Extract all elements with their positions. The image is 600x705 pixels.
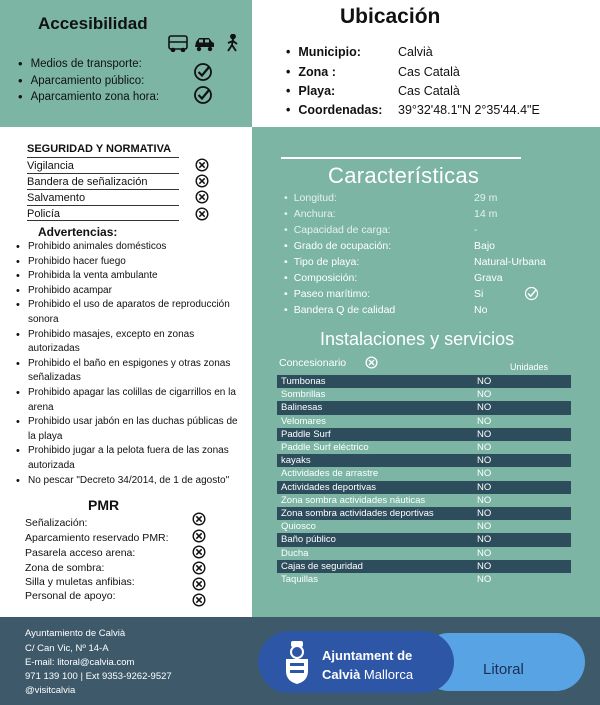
servicio-name: Zona sombra actividades deportivas [281,508,434,519]
servicio-row [277,507,571,520]
advertencia-item: • Prohibido animales domésticos [16,240,244,255]
caracteristica-label: • Capacidad de carga: [284,224,474,236]
pmr-item: Zona de sombra: [25,562,105,574]
logo-subtext [322,667,413,682]
caracteristica-label: • Bandera Q de calidad [284,304,474,316]
servicio-name: Sombrillas [281,389,326,401]
accesibilidad-title: Accesibilidad [38,14,148,33]
caracteristica-label: • Longitud: [284,192,474,204]
caracteristica-label: • Tipo de playa: [284,256,474,268]
footer-line: 971 139 100 | Ext 9353-9262-9527 [25,671,172,682]
ubicacion-label: • Coordenadas: [286,103,398,117]
caracteristica-row [284,288,483,300]
ubicacion-row [286,103,540,117]
servicio-name: Quiosco [281,521,316,533]
seguridad-item: Salvamento [27,189,179,205]
accesibilidad-list [18,56,159,106]
advertencia-item: • Prohibido el uso de aparatos de reproducción sonora [16,298,244,327]
check-circle-icon [193,85,213,105]
seguridad-panel [0,127,252,487]
caracteristica-label: • Grado de ocupación: [284,240,474,252]
footer [0,617,600,705]
servicio-row [277,415,571,428]
advertencia-item: • Prohibido el baño en espigones y otras zonas señalizadas [16,357,244,386]
advertencias-list [16,240,244,488]
seguridad-item: Vigilancia [27,157,179,173]
concesionario-label: Concesionario [279,357,347,369]
footer-line: C/ Can Vic, Nº 14-A [25,643,109,654]
pmr-item: Señalización: [25,517,88,529]
caracteristica-row [284,272,503,284]
servicio-name: Ducha [281,547,309,559]
advertencia-item: • Prohibido hacer fuego [16,255,244,270]
x-circle-icon [192,545,206,559]
ubicacion-value: Cas Català [398,65,460,79]
advertencia-item: • Prohibido masajes, excepto en zonas autorizadas [16,328,244,357]
servicio-value: NO [477,547,492,559]
caracteristica-row [284,224,478,236]
x-circle-icon [192,577,206,591]
pmr-panel [0,487,252,617]
caracteristica-row [284,192,497,204]
servicio-name: Velomares [281,415,326,427]
servicio-name: Cajas de seguridad [281,560,363,572]
ubicacion-label: • Zona : [286,65,398,79]
ubicacion-panel [252,0,600,127]
calvia-shield-icon [282,639,312,685]
walking-person-icon [228,35,237,52]
ubicacion-row [286,65,460,79]
servicio-name: Baño público [281,534,336,546]
caracteristica-row [284,208,497,220]
servicio-value: NO [477,442,492,453]
servicio-value: NO [477,415,492,427]
footer-line: Ayuntamiento de Calvià [25,628,126,639]
accesibilidad-panel [0,0,252,127]
servicio-value: NO [477,402,492,414]
transport-icons [167,34,247,52]
x-circle-icon [195,190,209,204]
servicio-value: NO [477,534,492,546]
servicio-row [277,560,571,573]
pmr-item: Personal de apoyo: [25,590,116,602]
servicio-row [277,388,571,401]
caracteristica-value: Grava [474,272,503,284]
logo-calvia: Calvià [322,667,361,682]
caracteristica-row [284,304,487,316]
pmr-item: Pasarela acceso arena: [25,547,136,559]
divider [281,157,521,159]
accesibilidad-item: • Aparcamiento zona hora: [18,89,159,106]
servicio-value: NO [477,468,492,480]
litoral-label: Litoral [483,661,524,678]
caracteristica-row [284,240,495,252]
seguridad-title: SEGURIDAD Y NORMATIVA [27,143,172,155]
caracteristica-value: Bajo [474,240,496,252]
advertencia-item: • Prohibido jugar a la pelota fuera de las zonas autorizada [16,444,244,473]
x-circle-icon [365,356,378,369]
ubicacion-title: Ubicación [340,5,441,28]
pmr-item: Aparcamiento reservado PMR: [25,532,169,544]
servicio-name: Zona sombra actividades náuticas [281,494,426,506]
x-circle-icon [192,512,206,526]
servicio-name: Balinesas [281,402,323,414]
logo-text: Ajuntament de [322,648,413,663]
check-circle-icon [524,286,539,301]
accesibilidad-item: • Aparcamiento público: [18,73,159,90]
servicio-value: NO [477,560,492,572]
ubicacion-label: • Playa: [286,84,398,98]
ubicacion-label: • Municipio: [286,45,398,59]
pmr-title: PMR [88,497,120,513]
servicio-value: NO [477,455,492,467]
servicio-row [277,467,571,480]
advertencia-item: • Prohibido apagar las colillas de cigarrillos en la arena [16,386,244,415]
x-circle-icon [192,561,206,575]
ubicacion-row [286,84,460,98]
servicio-row [277,481,571,494]
servicio-name: Taquillas [281,574,318,585]
caracteristica-value: 29 m [474,192,498,204]
advertencia-item: • Prohibida la venta ambulante [16,269,244,284]
car-icon [195,38,214,51]
servicio-name: Paddle Surf eléctrico [281,442,369,453]
x-circle-icon [195,207,209,221]
caracteristica-row [284,256,546,268]
accesibilidad-item: • Medios de transporte: [18,56,159,73]
servicio-name: Paddle Surf [281,428,331,440]
caracteristica-value: No [474,304,488,316]
caracteristicas-title: Características [328,163,480,188]
caracteristica-value: Natural-Urbana [474,256,546,268]
bus-icon [169,36,187,52]
ubicacion-value: 39°32'48.1"N 2°35'44.4"E [398,103,540,117]
servicio-row [277,573,571,586]
servicio-value: NO [477,389,492,401]
x-circle-icon [195,174,209,188]
servicio-value: NO [477,508,492,519]
seguridad-item: Policía [27,205,179,221]
unidades-label: Unidades [510,362,549,372]
servicio-row [277,375,571,388]
servicio-row [277,547,571,560]
advertencias-title: Advertencias: [38,225,118,239]
servicio-value: NO [477,481,492,493]
servicio-row [277,441,571,454]
caracteristica-label: • Anchura: [284,208,474,220]
servicio-name: kayaks [281,455,311,467]
advertencia-item: • No pescar "Decreto 34/2014, de 1 de agosto" [16,474,244,489]
caracteristica-label: • Composición: [284,272,474,284]
caracteristica-value: - [474,224,478,236]
footer-line: E-mail: litoral@calvia.com [25,657,135,668]
servicio-row [277,428,571,441]
servicio-name: Actividades de arrastre [281,468,379,480]
servicio-row [277,401,571,414]
caracteristica-label: • Paseo marítimo: [284,288,474,300]
servicio-row [277,494,571,507]
servicio-value: NO [477,376,492,387]
servicio-name: Tumbonas [281,376,326,387]
x-circle-icon [195,158,209,172]
x-circle-icon [192,529,206,543]
caracteristica-value: Si [474,288,484,300]
instalaciones-title: Instalaciones y servicios [320,329,515,349]
ubicacion-value: Cas Català [398,84,460,98]
servicio-row [277,533,571,546]
servicio-value: NO [477,521,492,533]
footer-line: @visitcalvia [25,685,76,696]
x-circle-icon [192,593,206,607]
check-circle-icon [193,62,213,82]
advertencia-item: • Prohibido acampar [16,284,244,299]
servicio-row [277,454,571,467]
ubicacion-value: Calvià [398,45,433,59]
servicio-row [277,520,571,533]
caracteristica-value: 14 m [474,208,498,220]
pmr-item: Silla y muletas anfibias: [25,576,135,588]
servicio-value: NO [477,428,492,440]
caracteristicas-panel [252,127,600,617]
logo-mallorca: Mallorca [360,667,414,682]
ubicacion-row [286,45,433,59]
seguridad-item: Bandera de señalización [27,173,179,189]
servicio-value: NO [477,574,492,585]
servicio-value: NO [477,494,492,506]
servicio-name: Actividades deportivas [281,481,377,493]
advertencia-item: • Prohibido usar jabón en las duchas públicas de la playa [16,415,244,444]
